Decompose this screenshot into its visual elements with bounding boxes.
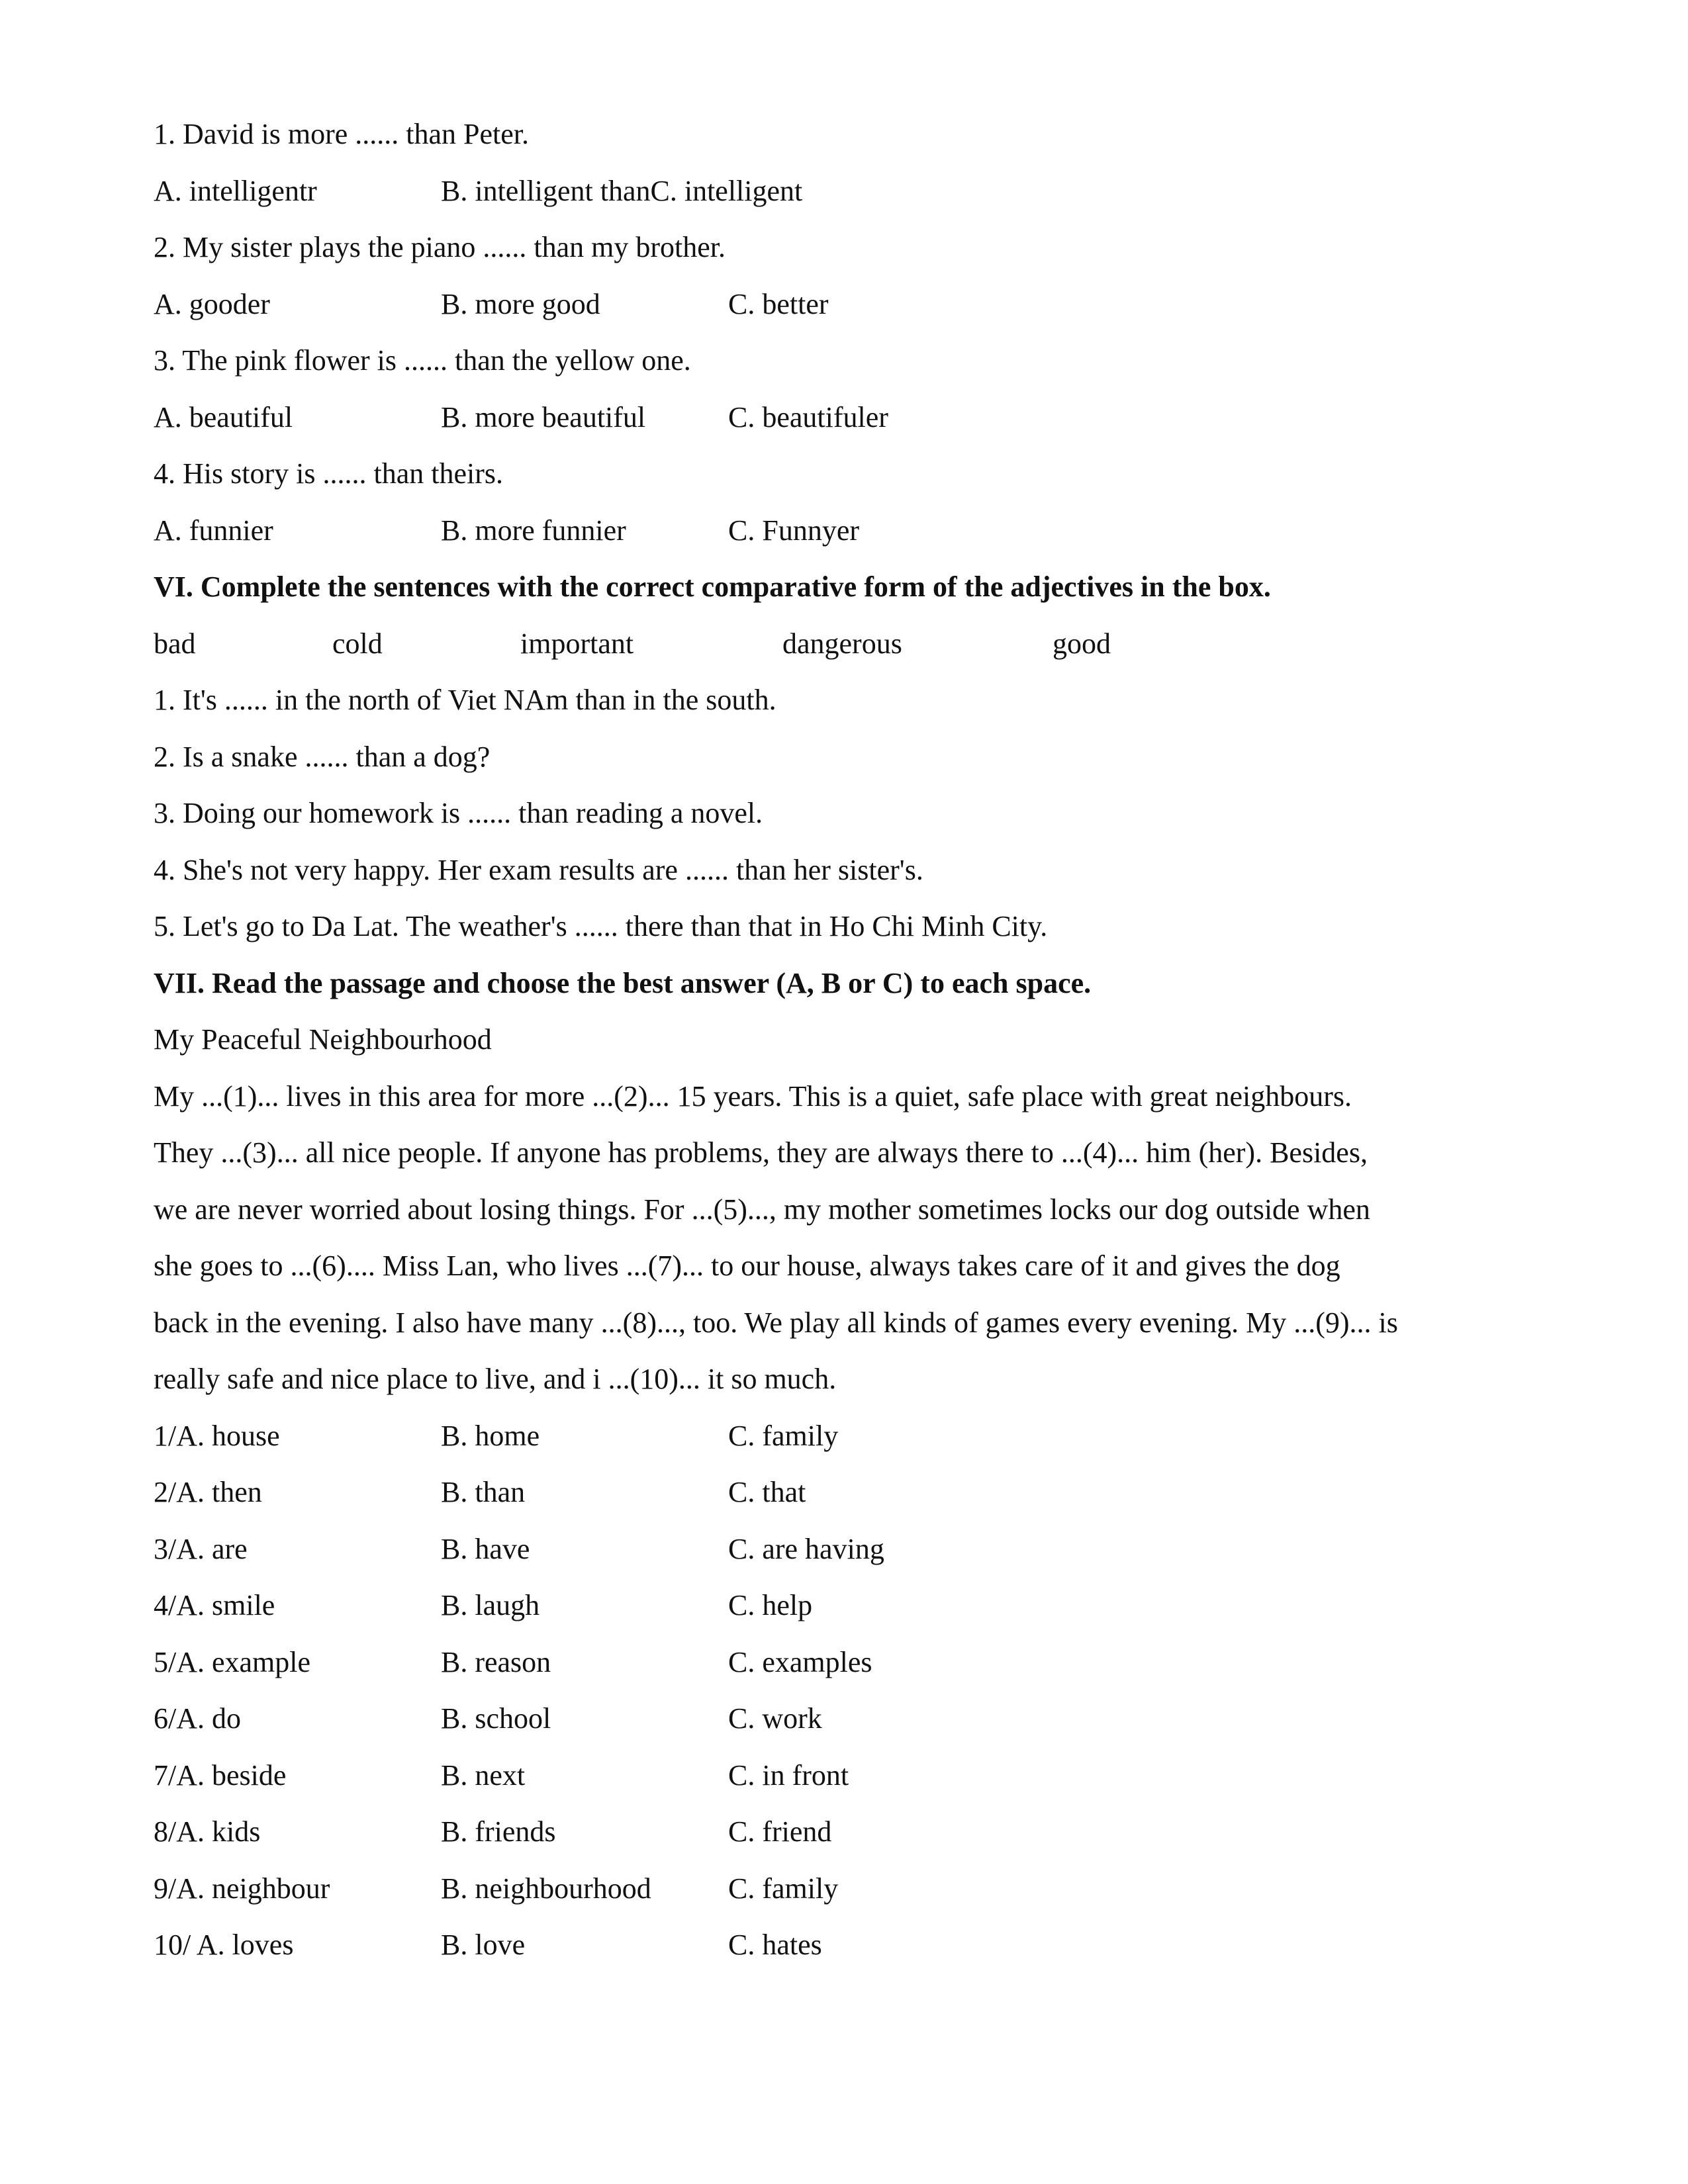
option-a: 2/A. then [154,1476,262,1508]
option-b: B. more funnier [441,514,626,547]
question-stem: 4. His story is ...... than theirs. [154,457,503,490]
answer-options-row [154,389,1544,446]
option-a: 9/A. neighbour [154,1872,330,1905]
answer-options-row [154,1917,1544,1974]
word-box-item: good [1053,627,1111,660]
word-box-item: dangerous [782,627,902,660]
sentence: 2. Is a snake ...... than a dog? [154,740,491,773]
option-b: B. school [441,1702,551,1735]
passage-line: she goes to ...(6).... Miss Lan, who lives ...(7)... to our house, always takes care of it and gives the dog [154,1250,1340,1282]
answer-choices [154,1408,1544,1974]
comparative-choice-section [154,106,1544,559]
option-c: C. are having [728,1532,884,1565]
answer-options-row [154,1464,1544,1521]
option-c: C. hates [728,1929,822,1961]
option-c: C. work [728,1702,822,1735]
option-c: C. family [728,1872,839,1905]
answer-options-row [154,1521,1544,1578]
option-c: C. examples [728,1645,872,1678]
option-b: B. love [441,1929,526,1961]
option-b: B. home [441,1419,540,1452]
word-box-item: bad [154,627,196,660]
option-b: B. than [441,1476,526,1508]
option-c: C. friend [728,1815,832,1848]
option-a: A. funnier [154,514,273,547]
sentence: 4. She's not very happy. Her exam results are ...... than her sister's. [154,853,923,886]
section-heading: VII. Read the passage and choose the best answer (A, B or C) to each space. [154,966,1092,999]
answer-options-row [154,1577,1544,1634]
option-b: B. more good [441,287,600,320]
sentence: 3. Doing our homework is ...... than reading a novel. [154,797,763,829]
passage-line: we are never worried about losing things. For ...(5)..., my mother sometimes locks our dog outside when [154,1193,1370,1226]
answer-options-row [154,163,1544,220]
answer-options-row [154,502,1544,559]
option-c: C. help [728,1589,813,1621]
answer-options-row [154,1634,1544,1691]
passage-line: They ...(3)... all nice people. If anyone has problems, they are always there to ...(4)... him (her). Besides, [154,1136,1368,1169]
comparative-form-section [154,559,1544,955]
option-b: B. friends [441,1815,556,1848]
option-b: B. next [441,1758,526,1792]
passage-line: really safe and nice place to live, and i ...(10)... it so much. [154,1363,837,1395]
passage-title: My Peaceful Neighbourhood [154,1023,492,1056]
option-a: 10/ A. loves [154,1929,294,1961]
answer-options-row [154,1860,1544,1917]
option-a: 1/A. house [154,1419,280,1452]
sentence: 1. It's ...... in the north of Viet NAm than in the south. [154,684,776,716]
option-a: A. intelligentr [154,174,317,207]
option-a: 3/A. are [154,1532,248,1565]
question-stem: 1. David is more ...... than Peter. [154,118,530,150]
option-c: C. better [728,287,829,320]
answer-options-row [154,1803,1544,1860]
question-stem: 2. My sister plays the piano ...... than my brother. [154,231,726,263]
option-b: B. more beautiful [441,400,646,433]
answer-options-row [154,1690,1544,1747]
option-a: A. gooder [154,287,270,320]
sentence: 5. Let's go to Da Lat. The weather's ...... there than that in Ho Chi Minh City. [154,910,1048,942]
option-c: C. beautifuler [728,400,888,433]
option-a: 6/A. do [154,1702,241,1735]
passage [154,1068,1544,1408]
option-a: 7/A. beside [154,1758,287,1792]
worksheet-page [154,106,1544,1974]
section-heading: VI. Complete the sentences with the correct comparative form of the adjectives in the box. [154,570,1271,603]
option-b: B. have [441,1532,530,1565]
option-c: C. that [728,1476,806,1508]
answer-options-row [154,1408,1544,1465]
word-box-item: cold [332,627,383,660]
option-b: B. reason [441,1645,551,1678]
option-c: C. Funnyer [728,514,859,547]
option-b: B. intelligent thanC. intelligent [441,174,803,207]
option-a: 5/A. example [154,1645,311,1678]
option-a: 8/A. kids [154,1815,261,1848]
question-stem: 3. The pink flower is ...... than the yellow one. [154,344,691,377]
answer-options-row [154,1747,1544,1804]
passage-line: back in the evening. I also have many ...(8)..., too. We play all kinds of games every evening. My ...(9)... is [154,1306,1398,1339]
reading-section [154,955,1544,1974]
word-box [154,615,1544,672]
answer-options-row [154,276,1544,333]
option-c: C. in front [728,1758,849,1792]
option-a: A. beautiful [154,400,293,433]
word-box-item: important [520,627,634,660]
option-a: 4/A. smile [154,1589,275,1621]
option-b: B. laugh [441,1589,540,1621]
option-c: C. family [728,1419,839,1452]
option-b: B. neighbourhood [441,1872,651,1905]
passage-line: My ...(1)... lives in this area for more ...(2)... 15 years. This is a quiet, safe place with great neighbours. [154,1079,1352,1113]
